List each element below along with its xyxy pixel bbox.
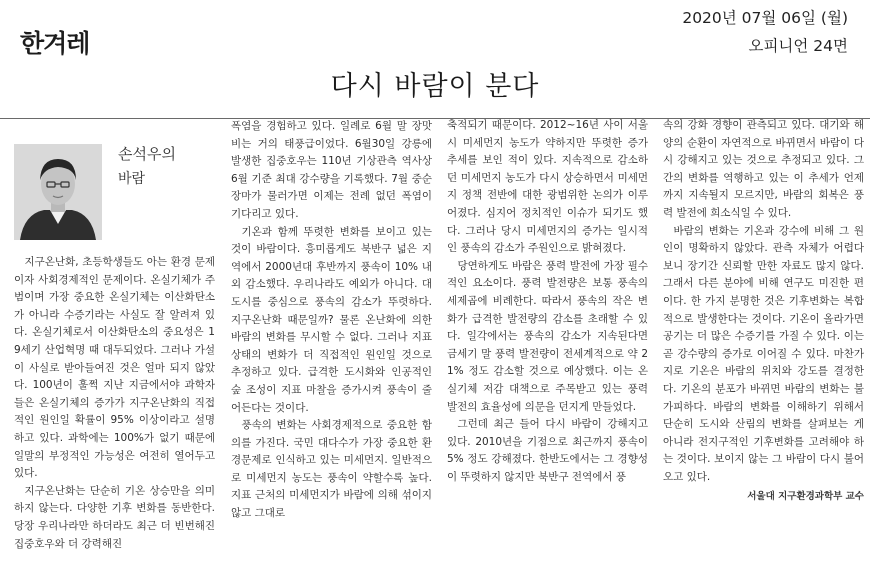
paragraph: 지구온난화, 초등학생들도 아는 환경 문제이자 사회경제적인 문제이다. 온실기체가 주범이며 가장 중요한 온실기체는 이산화탄소가 아니라 수증기라는 사실도 잘 알려져 있다. 온실기체로서 이산화탄소의 중요성은 19세기 산업혁명 때 대두되었다. 그러나 가설이 사실로 받아들여진 것은 얼마 되지 않았다. 100년이 훌쩍 지난 지금에서야 과학자들은 온실기체의 증가가 지구온난화의 직접적인 원인일 확률이 95% 이상이라고 설명하고 있다. 과학에는 100%가 없기 때문에 일말의 부정적인 가능성은 여전히 열어두고 있다. bbox=[14, 256, 215, 480]
author-name: 손석우의 bbox=[118, 145, 176, 163]
author-portrait-icon bbox=[14, 144, 102, 240]
column-name: 바람 bbox=[118, 171, 146, 187]
paragraph: 지구온난화는 단순히 기온 상승만을 의미하지 않는다. 다양한 기후 변화를 동반한다. 당장 우리나라만 하더라도 최근 더 빈번해진 집중호우와 더 강력해진 bbox=[14, 484, 215, 550]
article-column-1 bbox=[14, 118, 215, 553]
paragraph: 축적되기 때문이다. 2012~16년 사이 서울시 미세먼지 농도가 약하지만 뚜렷한 증가 추세를 보인 적이 있다. 지속적으로 감소하던 미세먼지 농도가 다시 상승하면서 미세먼지 정책 전반에 대한 광범위한 논의가 이루어졌다. 심지어 정치적인 이슈가 되기도 했다. 그러나 당시 미세먼지의 증가는 일시적인 풍속의 감소가 주원인으로 밝혀졌다. bbox=[447, 119, 648, 255]
author-photo bbox=[14, 144, 102, 240]
paragraph: 폭염을 경험하고 있다. 일례로 6월 말 장맛비는 거의 태풍급이었다. 6월30일 강릉에 발생한 집중호우는 110년 기상관측 역사상 6월 기준 최대 강수량을 기록했다. 7월 중순 장마가 물러가면 이제는 전례 없던 폭염이 기다리고 있다. bbox=[231, 120, 432, 220]
author-affiliation: 서울대 지구환경과학부 교수 bbox=[747, 491, 864, 503]
newspaper-logo: 한겨레 bbox=[20, 29, 90, 58]
section-page: 오피니언 24면 bbox=[748, 37, 848, 55]
paragraph: 기온과 함께 뚜렷한 변화를 보이고 있는 것이 바람이다. 흥미롭게도 북반구 넓은 지역에서 2000년대 후반까지 풍속이 10% 내외 감소했다. 우리나라도 예외가 아니다. 대도시를 중심으로 풍속의 감소가 뚜렷하다. 지구온난화 때문일까? 물론 온난화에 의한 바람의 변화를 무시할 수 없다. 그러나 지표 상태의 변화가 더 직접적인 원인일 것으로 추정하고 있다. 급격한 도시화와 인공적인 숲 조성이 지표 마찰을 증가시켜 풍속이 줄어든다는 것이다. bbox=[231, 225, 432, 414]
article-column-3 bbox=[447, 117, 648, 486]
publication-date: 2020년 07월 06일 (월) bbox=[682, 9, 848, 27]
paragraph: 바람의 변화는 기온과 강수에 비해 그 원인이 명확하지 않았다. 관측 자체가 어렵다 보니 장기간 신뢰할 만한 자료도 많지 않다. 그래서 다른 분야에 비해 연구도 미진한 편이다. 한 가지 분명한 것은 기후변화는 복합적으로 발생한다는 것이다. 기온이 올라가면 공기는 더 많은 수증기를 가질 수 있다. 이는 곧 강수량의 증가로 이어질 수 있다. 마찬가지로 기온은 바람의 위치와 강도를 결정한다. 기온의 분포가 바뀌면 바람의 변화는 불가피하다. 바람의 변화를 이해하기 위해서 단순히 도시와 산림의 변화를 살펴보는 게 아니라 전지구적인 기후변화를 고려해야 하는 것이다. 보이지 않는 그 바람이 다시 불어오고 있다. bbox=[663, 224, 864, 483]
paragraph: 속의 강화 경향이 관측되고 있다. 대기와 해양의 순환이 자연적으로 바뀌면서 바람이 다시 강해지고 있는 것으로 추정되고 있다. 그간의 변화를 역행하고 있는 이 추세가 언제까지 지속될지 모르지만, 바람의 회복은 풍력 발전에 희소식일 수 있다. bbox=[663, 119, 864, 219]
article-column-4 bbox=[663, 117, 864, 506]
article-headline: 다시 바람이 분다 bbox=[330, 71, 540, 102]
paragraph: 풍속의 변화는 사회경제적으로 중요한 함의를 가진다. 국민 대다수가 가장 중요한 환경문제로 인식하고 있는 미세먼지. 일반적으로 미세먼지 농도는 풍속이 약할수록 높다. 지표 근처의 미세먼지가 바람에 의해 섞이지 않고 그대로 bbox=[231, 419, 432, 520]
article-column-2 bbox=[231, 118, 432, 523]
paragraph: 당연하게도 바람은 풍력 발전에 가장 필수적인 요소이다. 풍력 발전량은 보통 풍속의 세제곱에 비례한다. 따라서 풍속의 작은 변화가 급격한 발전량의 감소를 초래할 수 있다. 일각에서는 풍속의 감소가 지속된다면 금세기 말 풍력 발전량이 전세계적으로 약 21% 정도 감소할 것으로 예상했다. 이는 온실기체 저감 대책으로 주목받고 있는 풍력 발전의 효율성에 의문을 던지게 만들었다. bbox=[447, 259, 648, 413]
paragraph: 그런데 최근 들어 다시 바람이 강해지고 있다. 2010년을 기점으로 최근까지 풍속이 5% 정도 강해졌다. 한반도에서는 그 경향성이 뚜렷하지 않지만 북반구 전역에서 풍 bbox=[447, 418, 648, 483]
